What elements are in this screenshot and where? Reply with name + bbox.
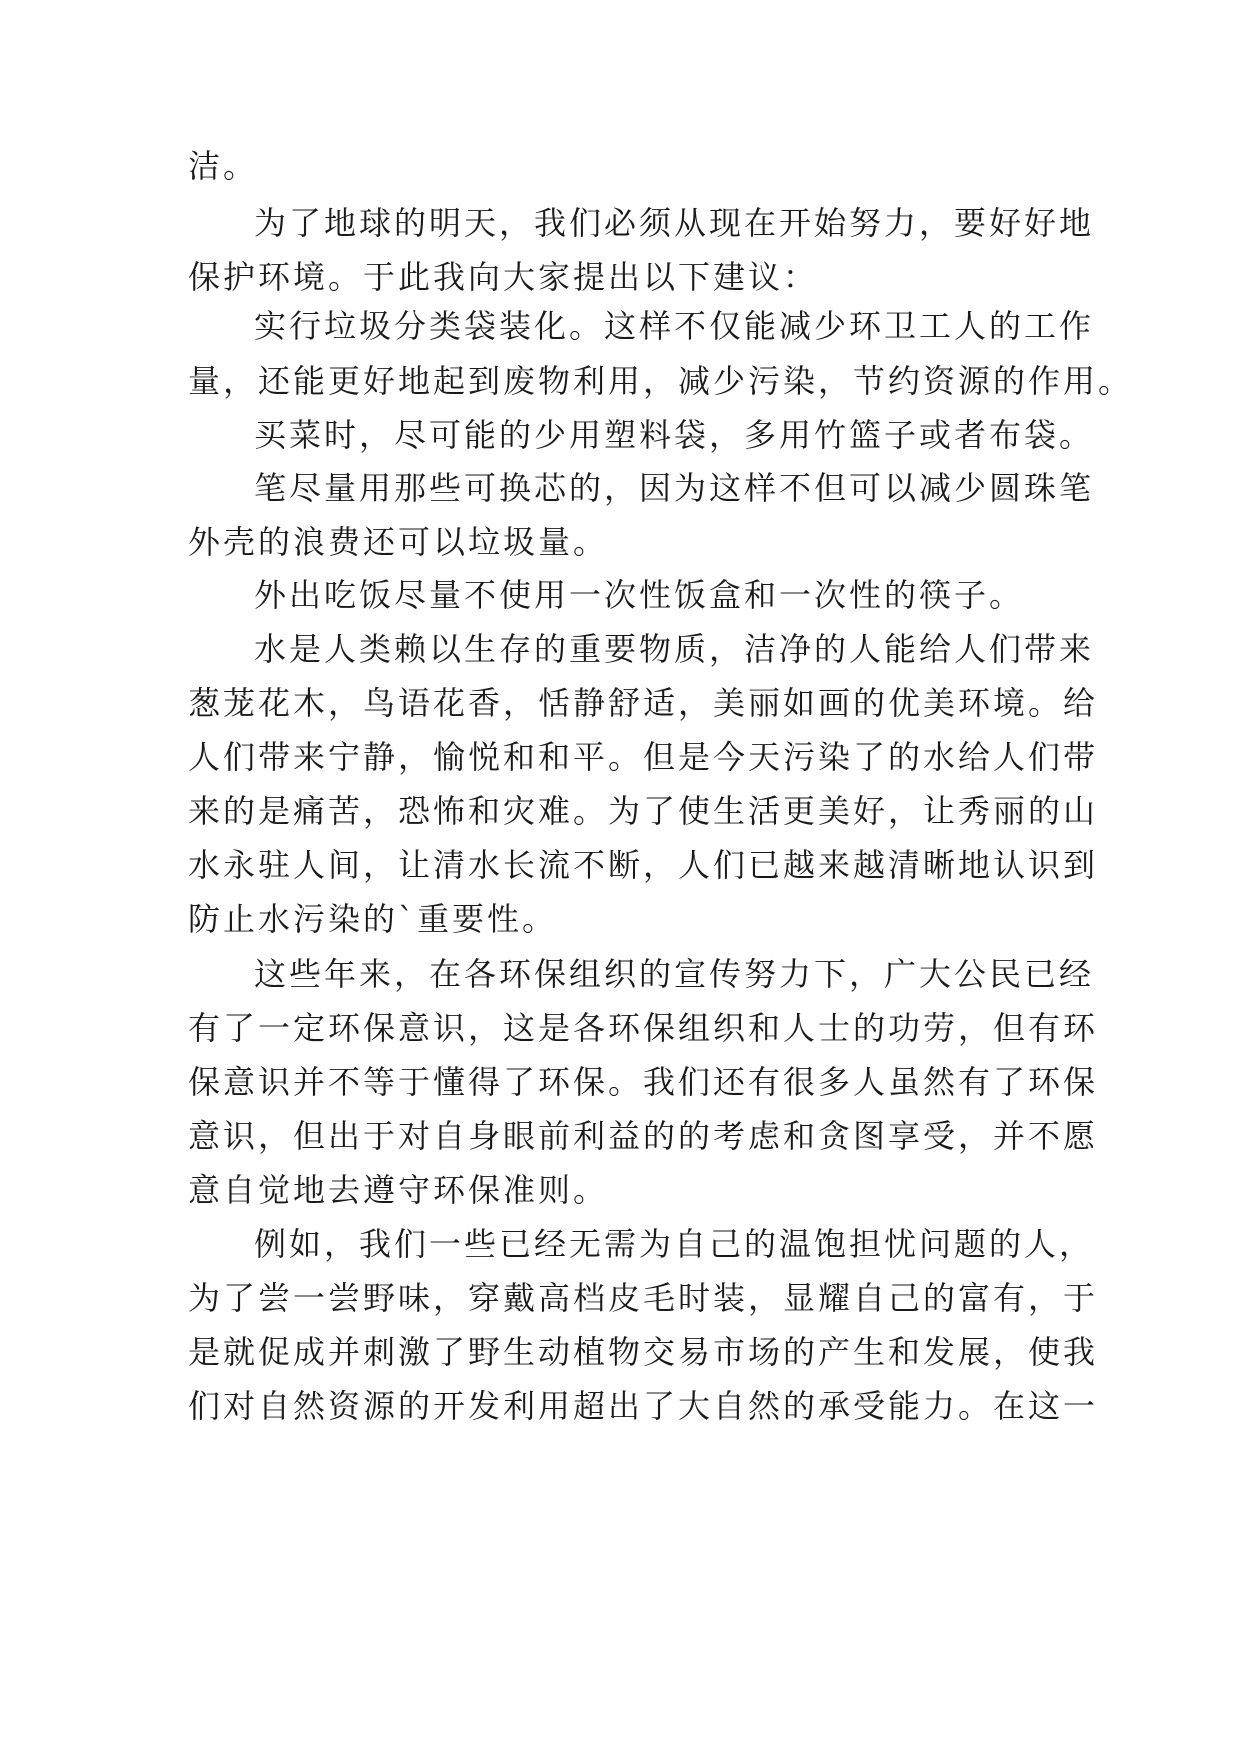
text-line: 实行垃圾分类袋装化。这样不仅能减少环卫工人的工作 xyxy=(254,307,1095,345)
text-line: 们对自然资源的开发利用超出了大自然的承受能力。在这一 xyxy=(188,1387,1099,1425)
text-line: 笔尽量用那些可换芯的，因为这样不但可以减少圆珠笔 xyxy=(254,469,1095,507)
text-line: 买菜时，尽可能的少用塑料袋，多用竹篮子或者布袋。 xyxy=(254,416,1095,454)
text-line: 量，还能更好地起到废物利用，减少污染，节约资源的作用。 xyxy=(188,362,1134,400)
text-line: 为了地球的明天，我们必须从现在开始努力，要好好地 xyxy=(254,204,1095,242)
text-line: 是就促成并刺激了野生动植物交易市场的产生和发展，使我 xyxy=(188,1333,1099,1371)
text-line: 例如，我们一些已经无需为自己的温饱担忧问题的人， xyxy=(254,1225,1095,1263)
text-line: 意识，但出于对自身眼前利益的的考虑和贪图享受，并不愿 xyxy=(188,1117,1099,1155)
text-line: 防止水污染的`重要性。 xyxy=(188,900,558,938)
text-line: 意自觉地去遵守环保准则。 xyxy=(188,1171,609,1209)
text-line: 保意识并不等于懂得了环保。我们还有很多人虽然有了环保 xyxy=(188,1063,1099,1101)
text-line: 这些年来，在各环保组织的宣传努力下，广大公民已经 xyxy=(254,955,1095,993)
text-line: 外出吃饭尽量不使用一次性饭盒和一次性的筷子。 xyxy=(254,576,1025,614)
text-line: 来的是痛苦，恐怖和灾难。为了使生活更美好，让秀丽的山 xyxy=(188,792,1099,830)
text-line: 人们带来宁静，愉悦和和平。但是今天污染了的水给人们带 xyxy=(188,738,1099,776)
text-line: 外壳的浪费还可以垃圾量。 xyxy=(188,523,609,561)
text-line: 水是人类赖以生存的重要物质，洁净的人能给人们带来 xyxy=(254,630,1095,668)
text-line: 葱茏花木，鸟语花香，恬静舒适，美丽如画的优美环境。给 xyxy=(188,684,1099,722)
text-line: 洁。 xyxy=(188,147,259,185)
text-line: 保护环境。于此我向大家提出以下建议： xyxy=(188,258,819,296)
text-line: 为了尝一尝野味，穿戴高档皮毛时装，显耀自己的富有，于 xyxy=(188,1279,1099,1317)
text-line: 水永驻人间，让清水长流不断，人们已越来越清晰地认识到 xyxy=(188,846,1099,884)
text-line: 有了一定环保意识，这是各环保组织和人士的功劳，但有环 xyxy=(188,1009,1099,1047)
